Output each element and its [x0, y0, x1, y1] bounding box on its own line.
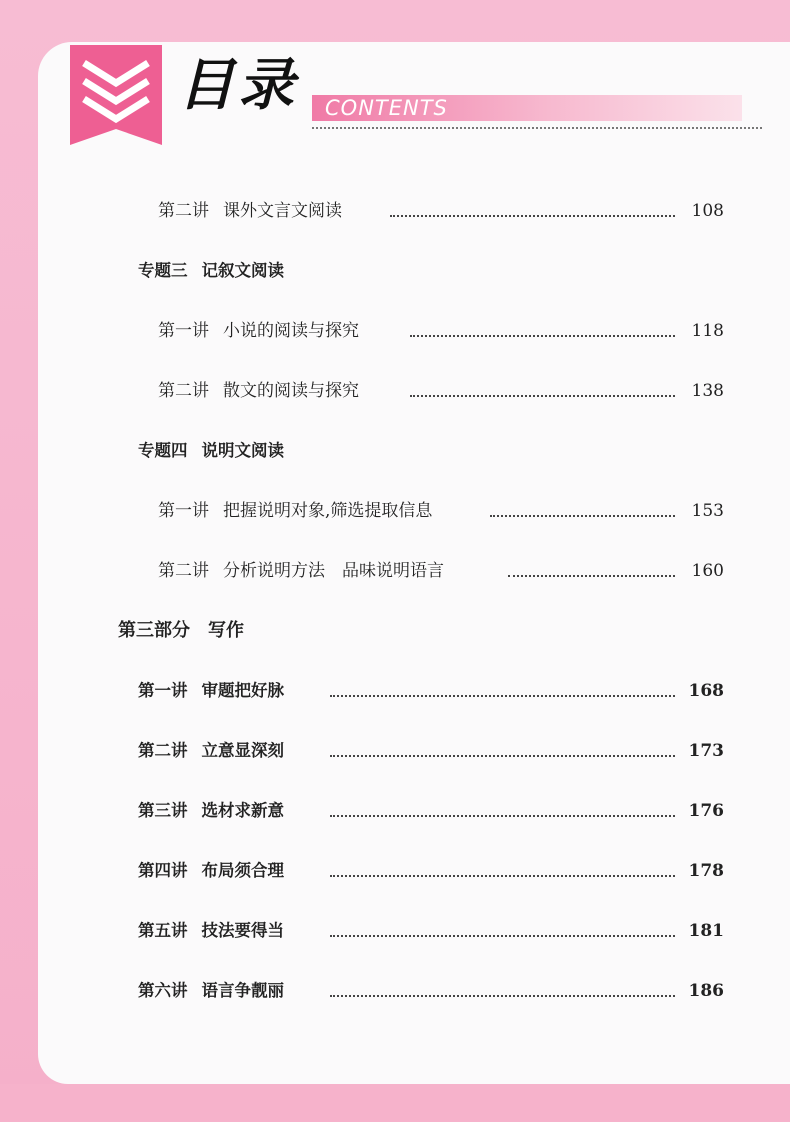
toc-number: 第六讲 [138, 981, 188, 1000]
toc-number: 第四讲 [138, 861, 188, 880]
toc-leader [330, 935, 675, 937]
toc-title: 技法要得当 [201, 921, 284, 940]
toc-row[interactable] [138, 916, 724, 946]
chevron-banner-icon [70, 45, 162, 145]
toc-part[interactable] [118, 616, 418, 646]
toc-page: 176 [688, 801, 724, 821]
toc-title: 课外文言文阅读 [223, 201, 342, 221]
toc-row[interactable] [158, 556, 724, 586]
toc-page: 153 [691, 501, 724, 521]
toc-title: 把握说明对象,筛选提取信息 [223, 501, 433, 521]
toc-number: 第二讲 [158, 561, 209, 581]
toc-leader [330, 755, 675, 757]
toc-title: 写作 [208, 620, 244, 641]
toc-title: 分析说明方法 品味说明语言 [223, 561, 444, 581]
toc-page: 138 [691, 381, 724, 401]
toc-title: 选材求新意 [201, 801, 284, 820]
toc-number: 第二讲 [138, 741, 188, 760]
toc-leader [330, 995, 675, 997]
toc-title: 小说的阅读与探究 [223, 321, 359, 341]
toc-number: 专题三 [138, 261, 188, 280]
toc-number: 第三讲 [138, 801, 188, 820]
toc-number: 第二讲 [158, 201, 209, 221]
toc-title: 立意显深刻 [201, 741, 284, 760]
toc-page: 168 [688, 681, 724, 701]
toc-number: 第二讲 [158, 381, 209, 401]
toc-page: 108 [691, 201, 724, 221]
toc-leader [490, 515, 675, 517]
toc-page: 186 [688, 981, 724, 1001]
toc-number: 第一讲 [138, 681, 188, 700]
toc-row[interactable] [138, 736, 724, 766]
toc-leader [410, 395, 675, 397]
toc-title: 布局须合理 [201, 861, 284, 880]
page-subtitle: CONTENTS [325, 96, 448, 120]
toc-title: 记叙文阅读 [201, 261, 284, 280]
toc-row[interactable] [158, 376, 724, 406]
toc-number: 第三部分 [118, 620, 190, 641]
toc-title: 审题把好脉 [201, 681, 284, 700]
toc-number: 第五讲 [138, 921, 188, 940]
toc-row[interactable] [138, 676, 724, 706]
toc-page: 160 [691, 561, 724, 581]
toc-leader [410, 335, 675, 337]
toc-title: 语言争靓丽 [201, 981, 284, 1000]
toc-leader [390, 215, 675, 217]
toc-number: 第一讲 [158, 501, 209, 521]
page-title: 目录 [178, 53, 298, 118]
toc-row[interactable] [138, 856, 724, 886]
toc-row[interactable] [158, 196, 724, 226]
toc-number: 第一讲 [158, 321, 209, 341]
toc-page: 118 [691, 321, 724, 341]
toc-section[interactable] [138, 436, 438, 466]
toc-row[interactable] [158, 496, 724, 526]
toc-leader [330, 695, 675, 697]
bottom-band [0, 1084, 790, 1122]
toc-row[interactable] [138, 976, 724, 1006]
toc-number: 专题四 [138, 441, 188, 460]
toc-section[interactable] [138, 256, 438, 286]
toc-page: 178 [688, 861, 724, 881]
toc-title: 散文的阅读与探究 [223, 381, 359, 401]
toc-page: 173 [688, 741, 724, 761]
toc-leader [508, 575, 675, 577]
toc-row[interactable] [138, 796, 724, 826]
toc-row[interactable] [158, 316, 724, 346]
toc-leader [330, 875, 675, 877]
toc-title: 说明文阅读 [201, 441, 284, 460]
toc-leader [330, 815, 675, 817]
header-divider [312, 127, 762, 129]
toc-page: 181 [688, 921, 724, 941]
